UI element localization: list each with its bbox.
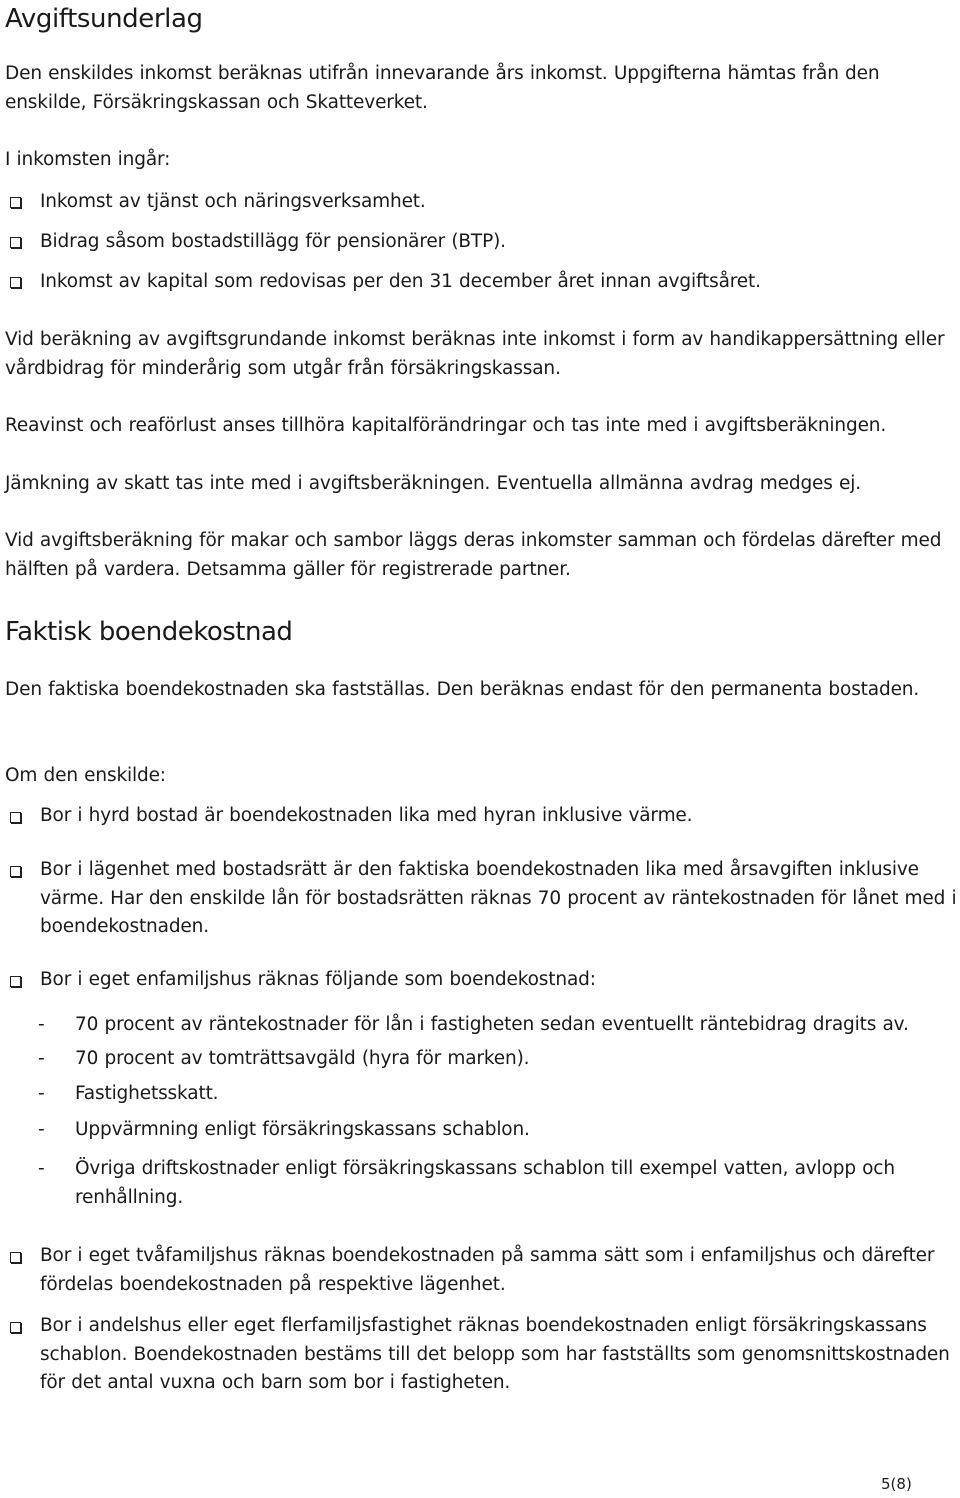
list-item-text: Bor i andelshus eller eget flerfamiljsfastighet räknas boendekostnaden enligt försäkringskassans schablon. Boendekostnaden bestäms till det belopp som har fastställts som genomsnittskostnaden för det antal vuxna och barn som bor i fastigheten. (40, 1315, 950, 1393)
dash-list-item-text: 70 procent av tomträttsavgäld (hyra för marken). (75, 1048, 530, 1069)
list-item-text: Bor i lägenhet med bostadsrätt är den faktiska boendekostnaden lika med årsavgiften inklusive värme. Har den enskilde lån för bostadsrätten räknas 70 procent av räntekostnaden för lånet med i boendekostnaden. (40, 859, 957, 937)
list-item-text: Inkomst av tjänst och näringsverksamhet. (40, 191, 426, 212)
section-title-faktisk-boendekostnad: Faktisk boendekostnad (5, 617, 293, 647)
intro-paragraph: Den enskildes inkomst beräknas utifrån innevarande års inkomst. Uppgifterna hämtas från den enskilde, Försäkringskassan och Skatteverket. (5, 63, 880, 113)
dash-bullet: - (38, 1119, 45, 1140)
dash-bullet: - (38, 1158, 45, 1179)
checkbox-bullet-icon (10, 237, 21, 248)
boendekostnad-intro: Den faktiska boendekostnaden ska fastställas. Den beräknas endast för den permanenta bostaden. (5, 679, 920, 700)
dash-bullet: - (38, 1083, 45, 1104)
dash-list-item-text: 70 procent av räntekostnader för lån i fastigheten sedan eventuellt räntebidrag dragits av. (75, 1014, 909, 1035)
checkbox-bullet-icon (10, 1322, 21, 1333)
checkbox-bullet-icon (10, 1252, 21, 1263)
om-den-enskilde-label: Om den enskilde: (5, 765, 166, 786)
list-item-text: Bor i hyrd bostad är boendekostnaden lika med hyran inklusive värme. (40, 805, 693, 826)
dash-list-item-text: Uppvärmning enligt försäkringskassans schablon. (75, 1119, 530, 1140)
list-item-text: Inkomst av kapital som redovisas per den 31 december året innan avgiftsåret. (40, 271, 761, 292)
checkbox-bullet-icon (10, 976, 21, 987)
list-item-text: Bor i eget enfamiljshus räknas följande som boendekostnad: (40, 969, 596, 990)
dash-bullet: - (38, 1048, 45, 1069)
paragraph-makar: Vid avgiftsberäkning för makar och sambor läggs deras inkomster samman och fördelas därefter med hälften på vardera. Detsamma gäller för registrerade partner. (5, 530, 942, 580)
section-title-avgiftsunderlag: Avgiftsunderlag (5, 4, 203, 34)
checkbox-bullet-icon (10, 277, 21, 288)
paragraph-jamkning: Jämkning av skatt tas inte med i avgiftsberäkningen. Eventuella allmänna avdrag medges ej. (5, 473, 861, 494)
income-includes-label: I inkomsten ingår: (5, 149, 171, 170)
dash-list-item-text: Övriga driftskostnader enligt försäkringskassans schablon till exempel vatten, avlopp och renhållning. (75, 1158, 895, 1208)
page-number: 5(8) (881, 1475, 912, 1493)
checkbox-bullet-icon (10, 197, 21, 208)
dash-bullet: - (38, 1014, 45, 1035)
paragraph-handikapp: Vid beräkning av avgiftsgrundande inkomst beräknas inte inkomst i form av handikappersättning eller vårdbidrag för minderårig som utgår från försäkringskassan. (5, 329, 945, 379)
checkbox-bullet-icon (10, 866, 21, 877)
list-item-text: Bor i eget tvåfamiljshus räknas boendekostnaden på samma sätt som i enfamiljshus och därefter fördelas boendekostnaden på respektive lägenhet. (40, 1245, 935, 1295)
checkbox-bullet-icon (10, 812, 21, 823)
list-item-text: Bidrag såsom bostadstillägg för pensionärer (BTP). (40, 231, 506, 252)
dash-list-item-text: Fastighetsskatt. (75, 1083, 219, 1104)
paragraph-reavinst: Reavinst och reaförlust anses tillhöra kapitalförändringar och tas inte med i avgiftsberäkningen. (5, 415, 887, 436)
